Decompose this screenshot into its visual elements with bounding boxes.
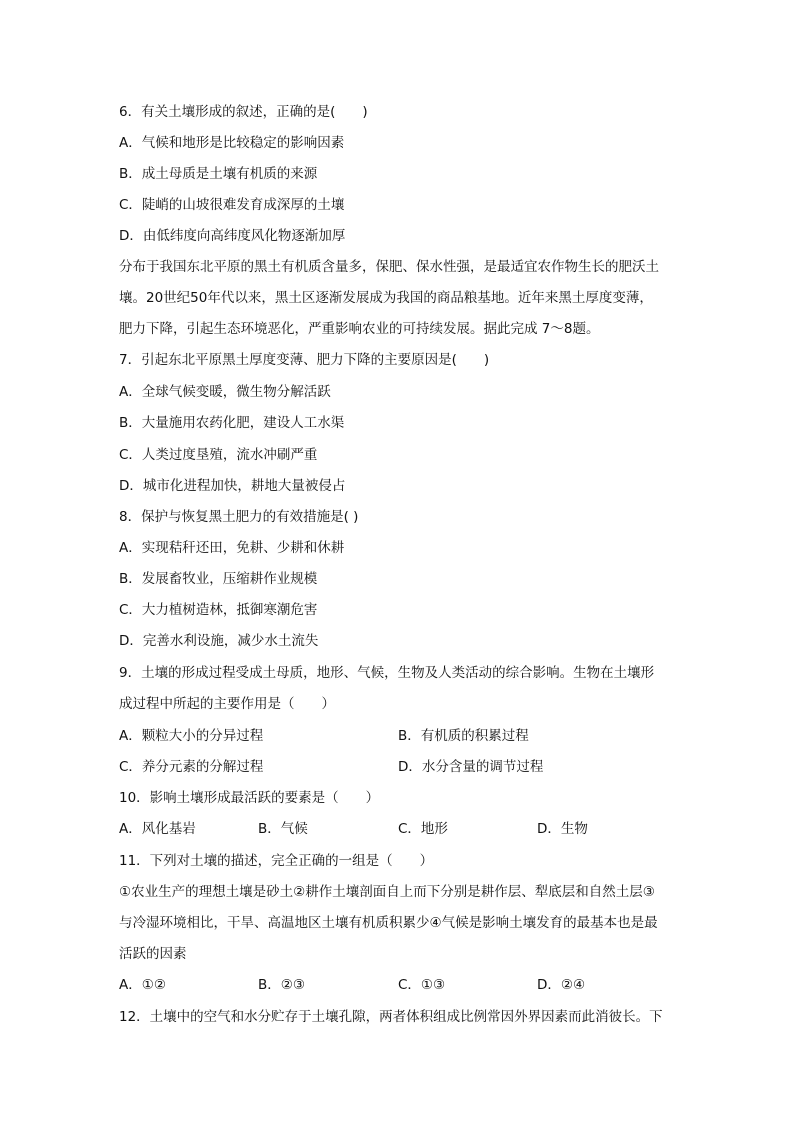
passage-line-3: 肥力下降，引起生态环境恶化，严重影响农业的可持续发展。据此完成 7～8题。 bbox=[119, 321, 600, 337]
q9-option-c: C．养分元素的分解过程 bbox=[119, 759, 264, 775]
q9-option-a: A．颗粒大小的分异过程 bbox=[119, 728, 264, 744]
q6-stem: 6．有关土壤形成的叙述，正确的是( ) bbox=[119, 104, 368, 120]
q6-option-a: A．气候和地形是比较稳定的影响因素 bbox=[119, 135, 345, 151]
q11-statement-line-3: 活跃的因素 bbox=[119, 946, 187, 962]
q6-option-c: C．陡峭的山坡很难发育成深厚的土壤 bbox=[119, 197, 345, 213]
q8-option-d: D．完善水利设施，减少水土流失 bbox=[119, 633, 319, 649]
q10-option-c: C．地形 bbox=[398, 821, 448, 837]
q10-option-d: D．生物 bbox=[537, 821, 588, 837]
q7-option-a: A．全球气候变暖，微生物分解活跃 bbox=[119, 384, 331, 400]
q8-option-b: B．发展畜牧业，压缩耕作业规模 bbox=[119, 571, 318, 587]
q11-option-b: B．②③ bbox=[258, 977, 305, 993]
q11-stem: 11．下列对土壤的描述，完全正确的一组是（ ） bbox=[119, 853, 434, 869]
q8-stem: 8．保护与恢复黑土肥力的有效措施是( ) bbox=[119, 509, 359, 525]
q9-stem-line-1: 9．土壤的形成过程受成土母质，地形、气候，生物及人类活动的综合影响。生物在土壤形 bbox=[119, 665, 655, 681]
q9-option-d: D．水分含量的调节过程 bbox=[398, 759, 544, 775]
q10-option-b: B．气候 bbox=[258, 821, 308, 837]
q9-stem-line-2: 成过程中所起的主要作用是（ ） bbox=[119, 696, 335, 712]
q6-option-b: B．成土母质是土壤有机质的来源 bbox=[119, 166, 318, 182]
passage-line-1: 分布于我国东北平原的黑土有机质含量多，保肥、保水性强，是最适宜农作物生长的肥沃土 bbox=[119, 259, 659, 275]
passage-line-2: 壤。20世纪50年代以来，黑土区逐渐发展成为我国的商品粮基地。近年来黑土厚度变薄， bbox=[119, 290, 653, 306]
q6-option-d: D．由低纬度向高纬度风化物逐渐加厚 bbox=[119, 228, 346, 244]
q7-option-c: C．人类过度垦殖，流水冲刷严重 bbox=[119, 447, 318, 463]
q11-statement-line-1: ①农业生产的理想土壤是砂土②耕作土壤剖面自上而下分别是耕作层、犁底层和自然土层③ bbox=[119, 884, 655, 900]
q9-option-b: B．有机质的积累过程 bbox=[398, 728, 529, 744]
q7-stem: 7．引起东北平原黑土厚度变薄、肥力下降的主要原因是( ) bbox=[119, 352, 490, 368]
q11-option-c: C．①③ bbox=[398, 977, 446, 993]
q11-option-a: A．①② bbox=[119, 977, 166, 993]
q12-stem: 12．土壤中的空气和水分贮存于土壤孔隙，两者体积组成比例常因外界因素而此消彼长。下 bbox=[119, 1009, 663, 1025]
q11-statement-line-2: 与冷湿环境相比，干旱、高温地区土壤有机质积累少④气候是影响土壤发育的最基本也是最 bbox=[119, 915, 658, 931]
q7-option-b: B．大量施用农药化肥，建设人工水渠 bbox=[119, 415, 345, 431]
q8-option-a: A．实现秸秆还田，免耕、少耕和休耕 bbox=[119, 540, 345, 556]
q11-option-d: D．②④ bbox=[537, 977, 586, 993]
q8-option-c: C．大力植树造林，抵御寒潮危害 bbox=[119, 602, 318, 618]
q7-option-d: D．城市化进程加快，耕地大量被侵占 bbox=[119, 478, 346, 494]
q10-option-a: A．风化基岩 bbox=[119, 821, 196, 837]
q10-stem: 10．影响土壤形成最活跃的要素是（ ） bbox=[119, 790, 380, 806]
